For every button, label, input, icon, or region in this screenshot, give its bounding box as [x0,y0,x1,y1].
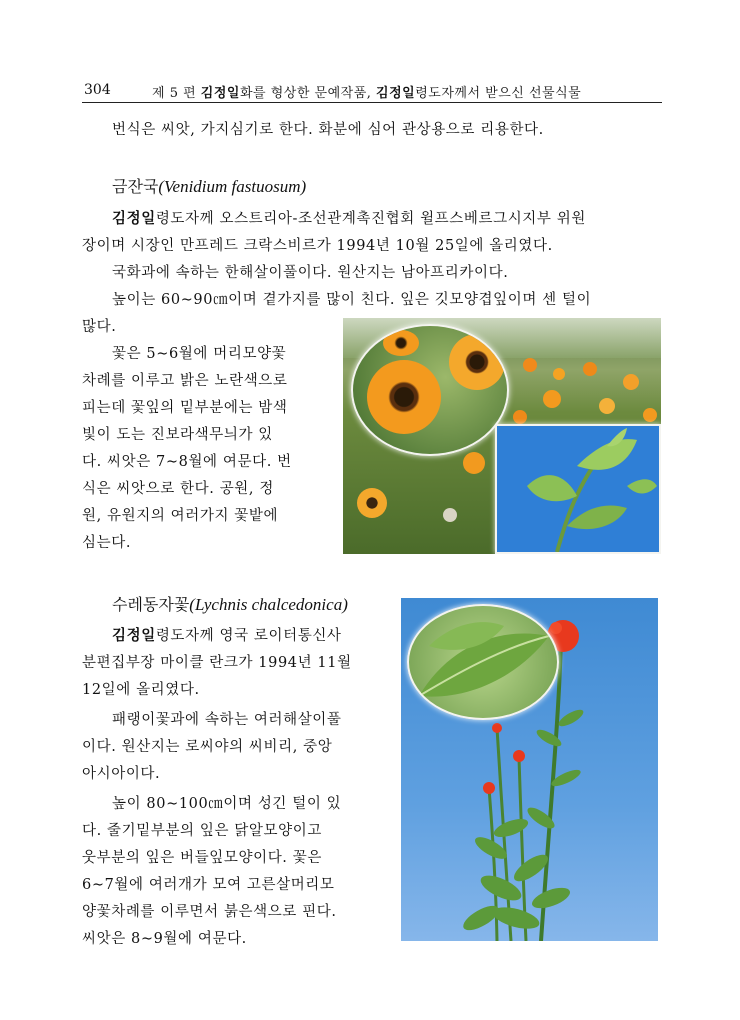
sec1-p4-line: 다. 씨앗은 7∼8월에 여문다. 번 [82,454,292,470]
sec1-p1-line1: 김정일령도자께 오스트리아-조선관계촉진협회 윌프스베르그시지부 위원 [112,210,586,227]
section2-heading: 수레동자꽃(Lychnis chalcedonica) [112,595,348,614]
sec1-p4-line: 원, 유원지의 여러가지 꽃밭에 [82,508,279,524]
sec2-p1-line3: 12일에 올리였다. [82,682,200,698]
section1-heading: 금잔국(Venidium fastuosum) [112,177,307,196]
sec1-p2: 국화과에 속하는 한해살이풀이다. 원산지는 남아프리카이다. [112,265,509,281]
venidium-photo [343,318,661,554]
running-header [82,80,662,103]
sec2-p2-line: 이다. 원산지는 로씨야의 씨비리, 중앙 [82,739,333,755]
leaf-closeup-inset [407,604,559,720]
sec2-p3-line: 웃부분의 잎은 버들잎모양이다. 꽃은 [82,850,322,866]
sec1-p3-line1: 높이는 60∼90㎝이며 곁가지를 많이 친다. 잎은 깃모양겹잎이며 센 털이 [112,292,592,308]
intro-line: 번식은 씨앗, 가지심기로 한다. 화분에 심어 관상용으로 리용한다. [112,122,544,138]
sec2-p2-line: 패랭이꽃과에 속하는 여러해살이풀 [112,712,342,728]
sec2-p3-line: 높이 80∼100㎝이며 성긴 털이 있 [112,796,342,812]
leaf-closeup-inset [495,424,661,554]
sec1-p4-line: 차례를 이루고 밝은 노란색으로 [82,373,288,389]
sec1-p4-line: 심는다. [82,535,132,551]
sec2-p1-line2: 분편집부장 마이클 란크가 1994년 11월 [82,655,352,671]
sec1-p4-line: 피는데 꽃잎의 밑부분에는 밤색 [82,400,288,416]
sec2-p3-line: 다. 줄기밑부분의 잎은 닭알모양이고 [82,823,322,839]
sec2-p3-line: 양꽃차례를 이루면서 붉은색으로 핀다. [82,904,337,920]
page-number: 304 [84,82,111,98]
sec1-p4-line: 빛이 도는 진보라색무늬가 있 [82,427,273,443]
sec2-p1-line1: 김정일령도자께 영국 로이터통신사 [112,627,342,644]
sec1-p4-line: 꽃은 5∼6월에 머리모양꽃 [112,346,287,362]
header-title: 제 5 편 김정일화를 형상한 문예작품, 김정일령도자께서 받으신 선물식물 [152,86,582,101]
sec2-p3-line: 씨앗은 8∼9월에 여문다. [82,931,247,947]
sec1-p3-line2: 많다. [82,319,117,335]
sec2-p2-line: 아시아이다. [82,766,161,782]
lychnis-photo [401,598,658,941]
sec1-p4-line: 식은 씨앗으로 한다. 공원, 정 [82,481,274,497]
sec2-p3-line: 6∼7월에 여러개가 모여 고른살머리모 [82,877,335,893]
flower-closeup-inset [351,324,509,456]
sec1-p1-line2: 장이며 시장인 만프레드 크락스비르가 1994년 10월 25일에 올리였다. [82,238,553,254]
